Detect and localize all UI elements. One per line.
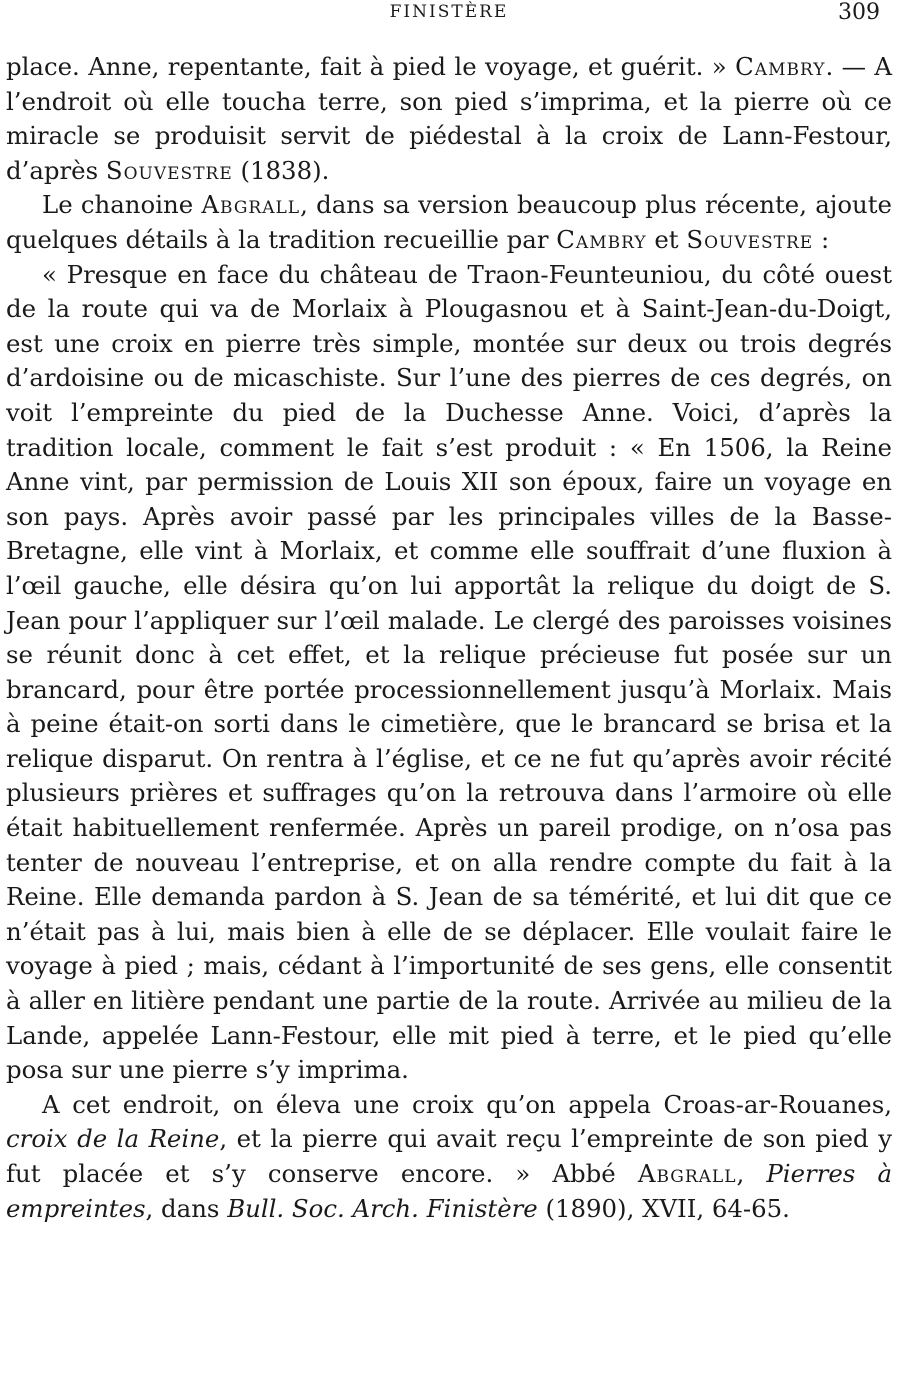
author-abgrall: Abgrall — [637, 1159, 737, 1188]
p1-text-1: place. Anne, repentante, fait à pied le voyage, et guérit. » — [6, 52, 736, 81]
p4-text-4: , dans — [145, 1193, 228, 1223]
running-head — [6, 0, 892, 40]
italic-work-title: Pierres à empreintes — [6, 1159, 892, 1223]
italic-croix-de-la-reine: croix de la Reine — [6, 1124, 220, 1154]
running-title: FINISTÈRE — [389, 2, 509, 22]
p1-text-2: . — A l’endroit où elle toucha terre, son pied s’imprima, et la pierre où ce miracle se produisit servit de piédestal à la croix de Lann-Festour, d’après — [6, 52, 893, 185]
author-cambry: Cambry — [556, 224, 647, 254]
paragraph-2 — [6, 188, 892, 257]
page-number: 309 — [838, 0, 880, 25]
p4-text-3: , — [736, 1159, 767, 1188]
p2-text-2: , dans sa version beaucoup plus récente, ajoute quelques détails à la tradition recueillie par — [6, 190, 892, 254]
p2-text-4: : — [813, 224, 830, 254]
p1-text-3: (1838). — [232, 155, 330, 185]
body-text — [6, 50, 892, 1226]
author-souvestre: Souvestre — [105, 155, 233, 185]
author-abgrall: Abgrall — [201, 190, 301, 220]
author-cambry: Cambry — [735, 52, 826, 81]
p2-text-1: Le chanoine — [42, 190, 202, 220]
paragraph-4 — [6, 1088, 892, 1226]
paragraph-1 — [6, 50, 892, 188]
author-souvestre: Souvestre — [686, 224, 814, 254]
paragraph-3-quotation: « Presque en face du château de Traon-Feunteuniou, du côté ouest de la route qui va de Morlaix à Plougasnou et à Saint-Jean-du-Doigt, est une croix en pierre très simple, montée sur deux ou trois degrés d’ardoisine ou de micaschiste. Sur l’une des pierres de ces degrés, on voit l’empreinte du pied de la Duchesse Anne. Voici, d’après la tradition locale, comment le fait s’est produit : « En 1506, la Reine Anne vint, par permission de Louis XII son époux, faire un voyage en son pays. Après avoir passé par les principales villes de la Basse-Bretagne, elle vint à Morlaix, et comme elle souffrait d’une fluxion à l’œil gauche, elle désira qu’on lui apportât la relique du doigt de S. Jean pour l’appliquer sur l’œil malade. Le clergé des paroisses voisines se réunit donc à cet effet, et la relique précieuse fut posée sur un brancard, pour être portée processionnellement jusqu’à Morlaix. Mais à peine était-on sorti dans le cimetière, que le brancard se brisa et la relique disparut. On rentra à l’église, et ce ne fut qu’après avoir récité plusieurs prières et suffrages qu’on la retrouva dans l’armoire où elle était habituellement renfermée. Après un pareil prodige, on n’osa pas tenter de nouveau l’entreprise, et on alla rendre compte du fait à la Reine. Elle demanda pardon à S. Jean de sa témérité, et lui dit que ce n’était pas à lui, mais bien à elle de se déplacer. Elle voulait faire le voyage à pied ; mais, cédant à l’importunité de ses gens, elle consentit à aller en litière pendant une partie de la route. Arrivée au milieu de la Lande, appelée Lann-Festour, elle mit pied à terre, et le pied qu’elle posa sur une pierre s’y imprima. — [6, 259, 892, 1085]
p4-text-1: A cet endroit, on éleva une croix qu’on appela Croas-ar-Rouanes, — [42, 1089, 892, 1119]
p2-text-3: et — [646, 224, 687, 254]
p4-text-2: , et la pierre qui avait reçu l’empreinte de son pied y fut placée et s’y conserve encore. » Abbé — [6, 1124, 892, 1188]
italic-journal-title: Bull. Soc. Arch. Finistère — [227, 1193, 538, 1223]
p4-text-5: (1890), XVII, 64-65. — [537, 1193, 790, 1223]
